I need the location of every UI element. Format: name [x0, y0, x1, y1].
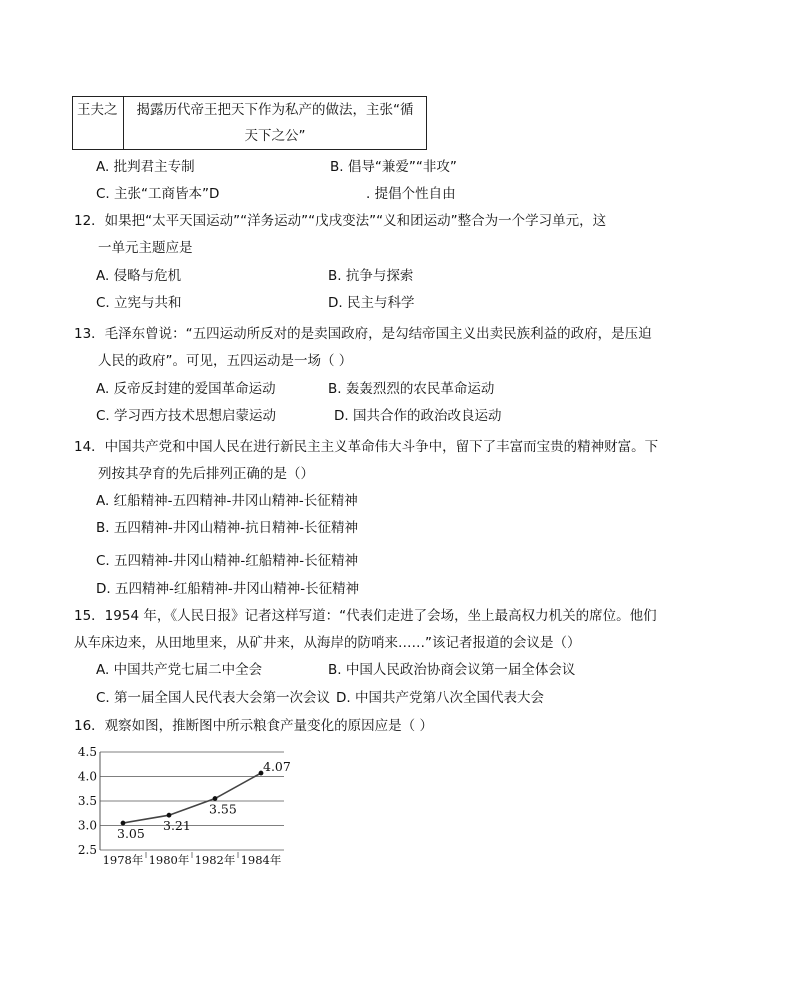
data-point	[213, 796, 218, 801]
y-tick-label: 3.5	[77, 794, 97, 808]
q12-option-c[interactable]: C. 立宪与共和	[96, 295, 182, 311]
q14-option-b[interactable]: B. 五四精神-井冈山精神-抗日精神-长征精神	[96, 520, 358, 536]
q13-option-a[interactable]: A. 反帝反封建的爱国革命运动	[96, 381, 276, 397]
table-desc-line1: 揭露历代帝王把天下作为私产的做法，主张“循	[136, 102, 414, 118]
grain-output-chart	[74, 742, 298, 870]
x-tick-label: 1984年	[240, 853, 282, 867]
data-label: 3.05	[117, 826, 145, 842]
y-tick-label: 3.0	[77, 818, 97, 833]
data-point	[167, 813, 172, 818]
q15-option-a[interactable]: A. 中国共产党七届二中全会	[96, 662, 263, 678]
q12-stem-line2: 一单元主题应是	[98, 240, 193, 256]
q12-option-d[interactable]: D. 民主与科学	[328, 295, 415, 311]
q11-option-d[interactable]: . 提倡个性自由	[366, 186, 456, 202]
q14-option-a[interactable]: A. 红船精神-五四精神-井冈山精神-长征精神	[96, 493, 358, 509]
table-desc-cell	[124, 97, 427, 150]
data-label: 4.07	[263, 759, 291, 775]
q14-stem-line2: 列按其孕育的先后排列正确的是（）	[98, 466, 314, 482]
y-tick-label: 4.0	[77, 769, 97, 784]
table-name-cell: 王夫之	[73, 97, 124, 150]
question-table	[72, 96, 427, 150]
q15-option-b[interactable]: B. 中国人民政治协商会议第一届全体会议	[328, 662, 576, 678]
x-tick-label: 1980年	[148, 853, 190, 867]
y-tick-label: 2.5	[77, 843, 97, 857]
q12-option-b[interactable]: B. 抗争与探索	[328, 268, 414, 284]
data-label: 3.21	[163, 818, 191, 834]
q14-option-c[interactable]: C. 五四精神-井冈山精神-红船精神-长征精神	[96, 553, 359, 569]
q13-stem-line2: 人民的政府”。可见，五四运动是一场（ ）	[98, 353, 353, 369]
q11-option-a[interactable]: A. 批判君主专制	[96, 159, 195, 175]
q15-option-c[interactable]: C. 第一届全国人民代表大会第一次会议	[96, 690, 331, 706]
q13-option-d[interactable]: D. 国共合作的政治改良运动	[334, 408, 502, 424]
q12-stem-line1: 12．如果把“太平天国运动”“洋务运动”“戊戌变法”“义和团运动”整合为一个学习单元，这	[74, 213, 607, 229]
data-point	[121, 821, 126, 826]
q14-stem-line1: 14．中国共产党和中国人民在进行新民主主义革命伟大斗争中，留下了丰富而宝贵的精神财富。下	[74, 439, 659, 455]
x-tick-label: 1982年	[194, 853, 236, 867]
y-tick-label: 4.5	[77, 745, 97, 759]
q16-stem-line1: 16．观察如图，推断图中所示粮食产量变化的原因应是（ ）	[74, 718, 433, 734]
x-tick-label: 1978年	[102, 853, 144, 867]
q11-option-b[interactable]: B. 倡导“兼爱”“非攻”	[330, 159, 457, 175]
q13-stem-line1: 13．毛泽东曾说：“五四运动所反对的是卖国政府，是勾结帝国主义出卖民族利益的政府，是压迫	[74, 326, 652, 342]
q15-stem-line1: 15．1954 年，《人民日报》记者这样写道：“代表们走进了会场，坐上最高权力机关的席位。他们	[74, 608, 657, 624]
q15-option-d[interactable]: D. 中国共产党第八次全国代表大会	[336, 690, 544, 706]
q11-option-c[interactable]: C. 主张“工商皆本”D	[96, 186, 220, 202]
q12-option-a[interactable]: A. 侵略与危机	[96, 268, 182, 284]
q15-stem-line2: 从车床边来，从田地里来，从矿井来，从海岸的防哨来……”该记者报道的会议是（）	[74, 635, 581, 651]
data-label: 3.55	[209, 801, 237, 817]
q13-option-b[interactable]: B. 轰轰烈烈的农民革命运动	[328, 381, 495, 397]
q14-option-d[interactable]: D. 五四精神-红船精神-井冈山精神-长征精神	[96, 581, 360, 597]
q13-option-c[interactable]: C. 学习西方技术思想启蒙运动	[96, 408, 277, 424]
table-desc-line2: 天下之公”	[244, 128, 306, 144]
